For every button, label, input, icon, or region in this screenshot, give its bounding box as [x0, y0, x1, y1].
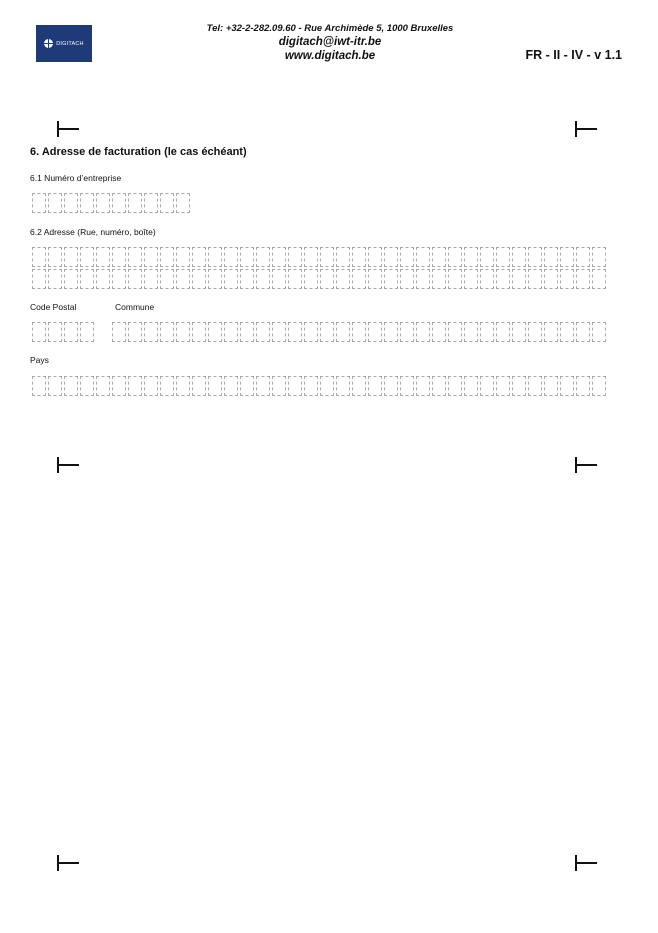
logo-text: DIGITACH	[56, 40, 84, 47]
header-contact	[170, 23, 490, 63]
char-box[interactable]	[416, 269, 430, 289]
char-box[interactable]	[160, 376, 174, 396]
char-box[interactable]	[192, 247, 206, 267]
char-box[interactable]	[592, 269, 606, 289]
char-box[interactable]	[480, 376, 494, 396]
char-box[interactable]	[160, 269, 174, 289]
char-box[interactable]	[432, 376, 446, 396]
postal-code-field[interactable]	[32, 322, 96, 342]
char-box[interactable]	[336, 322, 350, 342]
char-box[interactable]	[384, 269, 398, 289]
char-box[interactable]	[128, 247, 142, 267]
char-box[interactable]	[336, 376, 350, 396]
char-box[interactable]	[272, 247, 286, 267]
char-box[interactable]	[224, 322, 238, 342]
char-box[interactable]	[144, 376, 158, 396]
char-box[interactable]	[112, 322, 126, 342]
char-box[interactable]	[576, 376, 590, 396]
char-box[interactable]	[352, 322, 366, 342]
char-box[interactable]	[240, 376, 254, 396]
enterprise-number-field[interactable]	[32, 193, 192, 213]
char-box[interactable]	[176, 322, 190, 342]
char-box[interactable]	[144, 247, 158, 267]
char-box[interactable]	[112, 247, 126, 267]
char-box[interactable]	[560, 322, 574, 342]
char-box[interactable]	[544, 322, 558, 342]
char-box[interactable]	[240, 269, 254, 289]
crop-mark-icon	[575, 121, 597, 137]
char-box[interactable]	[432, 247, 446, 267]
char-box[interactable]	[64, 322, 78, 342]
country-label: Pays	[30, 355, 49, 365]
char-box[interactable]	[320, 269, 334, 289]
char-box[interactable]	[80, 269, 94, 289]
char-box[interactable]	[448, 322, 462, 342]
char-box[interactable]	[96, 376, 110, 396]
char-box[interactable]	[256, 247, 270, 267]
char-box[interactable]	[48, 193, 62, 213]
char-box[interactable]	[256, 322, 270, 342]
char-box[interactable]	[128, 269, 142, 289]
char-box[interactable]	[224, 269, 238, 289]
char-box[interactable]	[304, 247, 318, 267]
char-box[interactable]	[128, 376, 142, 396]
char-box[interactable]	[80, 322, 94, 342]
char-box[interactable]	[416, 247, 430, 267]
char-box[interactable]	[352, 247, 366, 267]
char-box[interactable]	[448, 247, 462, 267]
char-box[interactable]	[112, 376, 126, 396]
char-box[interactable]	[48, 269, 62, 289]
char-box[interactable]	[368, 376, 382, 396]
char-box[interactable]	[544, 376, 558, 396]
form-version: FR - II - IV - v 1.1	[525, 48, 622, 62]
char-box[interactable]	[560, 376, 574, 396]
char-box[interactable]	[96, 269, 110, 289]
char-box[interactable]	[208, 322, 222, 342]
crop-mark-icon	[57, 121, 79, 137]
char-box[interactable]	[352, 376, 366, 396]
char-box[interactable]	[288, 269, 302, 289]
char-box[interactable]	[272, 269, 286, 289]
char-box[interactable]	[576, 269, 590, 289]
char-box[interactable]	[464, 269, 478, 289]
char-box[interactable]	[480, 247, 494, 267]
char-box[interactable]	[32, 193, 46, 213]
char-box[interactable]	[192, 322, 206, 342]
char-box[interactable]	[432, 322, 446, 342]
char-box[interactable]	[208, 247, 222, 267]
char-box[interactable]	[64, 193, 78, 213]
char-box[interactable]	[592, 322, 606, 342]
section-title: 6. Adresse de facturation (le cas échéant)	[30, 146, 247, 158]
char-box[interactable]	[384, 247, 398, 267]
char-box[interactable]	[112, 269, 126, 289]
char-box[interactable]	[480, 269, 494, 289]
postal-code-label: Code Postal	[30, 302, 77, 312]
char-box[interactable]	[576, 247, 590, 267]
char-box[interactable]	[320, 247, 334, 267]
char-box[interactable]	[128, 322, 142, 342]
char-box[interactable]	[400, 376, 414, 396]
address-field-line-1[interactable]	[32, 247, 608, 267]
char-box[interactable]	[528, 247, 542, 267]
char-box[interactable]	[128, 193, 142, 213]
char-box[interactable]	[176, 269, 190, 289]
char-box[interactable]	[336, 269, 350, 289]
char-box[interactable]	[448, 269, 462, 289]
char-box[interactable]	[288, 322, 302, 342]
char-box[interactable]	[400, 247, 414, 267]
char-box[interactable]	[528, 322, 542, 342]
char-box[interactable]	[352, 269, 366, 289]
enterprise-number-label: 6.1 Numéro d’entreprise	[30, 173, 122, 183]
char-box[interactable]	[576, 322, 590, 342]
char-box[interactable]	[512, 247, 526, 267]
char-box[interactable]	[464, 376, 478, 396]
commune-field[interactable]	[112, 322, 608, 342]
char-box[interactable]	[272, 322, 286, 342]
char-box[interactable]	[144, 269, 158, 289]
char-box[interactable]	[208, 269, 222, 289]
char-box[interactable]	[272, 376, 286, 396]
char-box[interactable]	[528, 269, 542, 289]
crop-mark-icon	[575, 457, 597, 473]
char-box[interactable]	[336, 247, 350, 267]
char-box[interactable]	[32, 269, 46, 289]
char-box[interactable]	[144, 193, 158, 213]
char-box[interactable]	[320, 322, 334, 342]
char-box[interactable]	[528, 376, 542, 396]
char-box[interactable]	[144, 322, 158, 342]
char-box[interactable]	[496, 247, 510, 267]
char-box[interactable]	[32, 376, 46, 396]
char-box[interactable]	[448, 376, 462, 396]
digitach-logo	[36, 25, 92, 62]
char-box[interactable]	[80, 193, 94, 213]
char-box[interactable]	[480, 322, 494, 342]
char-box[interactable]	[288, 376, 302, 396]
char-box[interactable]	[512, 322, 526, 342]
char-box[interactable]	[176, 193, 190, 213]
char-box[interactable]	[496, 376, 510, 396]
char-box[interactable]	[592, 376, 606, 396]
char-box[interactable]	[80, 247, 94, 267]
char-box[interactable]	[544, 247, 558, 267]
logo-mark-icon	[44, 39, 53, 48]
char-box[interactable]	[192, 269, 206, 289]
header-tel-address: Tel: +32-2-282.09.60 - Rue Archimède 5, 1000 Bruxelles	[206, 23, 454, 34]
char-box[interactable]	[496, 269, 510, 289]
crop-mark-icon	[57, 457, 79, 473]
country-field[interactable]	[32, 376, 608, 396]
char-box[interactable]	[32, 322, 46, 342]
char-box[interactable]	[304, 376, 318, 396]
address-field-line-2[interactable]	[32, 269, 608, 289]
char-box[interactable]	[384, 376, 398, 396]
char-box[interactable]	[496, 322, 510, 342]
char-box[interactable]	[592, 247, 606, 267]
crop-mark-icon	[575, 855, 597, 871]
char-box[interactable]	[544, 269, 558, 289]
char-box[interactable]	[368, 322, 382, 342]
char-box[interactable]	[176, 247, 190, 267]
char-box[interactable]	[64, 269, 78, 289]
char-box[interactable]	[512, 376, 526, 396]
char-box[interactable]	[176, 376, 190, 396]
commune-label: Commune	[115, 302, 155, 312]
char-box[interactable]	[224, 376, 238, 396]
char-box[interactable]	[48, 322, 62, 342]
char-box[interactable]	[240, 322, 254, 342]
char-box[interactable]	[288, 247, 302, 267]
char-box[interactable]	[400, 322, 414, 342]
char-box[interactable]	[560, 269, 574, 289]
char-box[interactable]	[208, 376, 222, 396]
char-box[interactable]	[256, 376, 270, 396]
char-box[interactable]	[368, 269, 382, 289]
address-label: 6.2 Adresse (Rue, numéro, boîte)	[30, 227, 156, 237]
char-box[interactable]	[224, 247, 238, 267]
char-box[interactable]	[256, 269, 270, 289]
char-box[interactable]	[384, 322, 398, 342]
char-box[interactable]	[560, 247, 574, 267]
char-box[interactable]	[400, 269, 414, 289]
char-box[interactable]	[304, 269, 318, 289]
char-box[interactable]	[240, 247, 254, 267]
char-box[interactable]	[160, 247, 174, 267]
char-box[interactable]	[432, 269, 446, 289]
char-box[interactable]	[64, 247, 78, 267]
char-box[interactable]	[464, 322, 478, 342]
char-box[interactable]	[80, 376, 94, 396]
char-box[interactable]	[160, 193, 174, 213]
char-box[interactable]	[304, 322, 318, 342]
char-box[interactable]	[512, 269, 526, 289]
char-box[interactable]	[464, 247, 478, 267]
char-box[interactable]	[416, 322, 430, 342]
char-box[interactable]	[192, 376, 206, 396]
header-email[interactable]: digitach@iwt-itr.be	[278, 36, 382, 48]
header-website[interactable]: www.digitach.be	[284, 50, 376, 62]
char-box[interactable]	[368, 247, 382, 267]
char-box[interactable]	[32, 247, 46, 267]
char-box[interactable]	[320, 376, 334, 396]
char-box[interactable]	[48, 247, 62, 267]
char-box[interactable]	[112, 193, 126, 213]
char-box[interactable]	[96, 193, 110, 213]
char-box[interactable]	[416, 376, 430, 396]
char-box[interactable]	[64, 376, 78, 396]
char-box[interactable]	[160, 322, 174, 342]
char-box[interactable]	[96, 247, 110, 267]
char-box[interactable]	[48, 376, 62, 396]
crop-mark-icon	[57, 855, 79, 871]
